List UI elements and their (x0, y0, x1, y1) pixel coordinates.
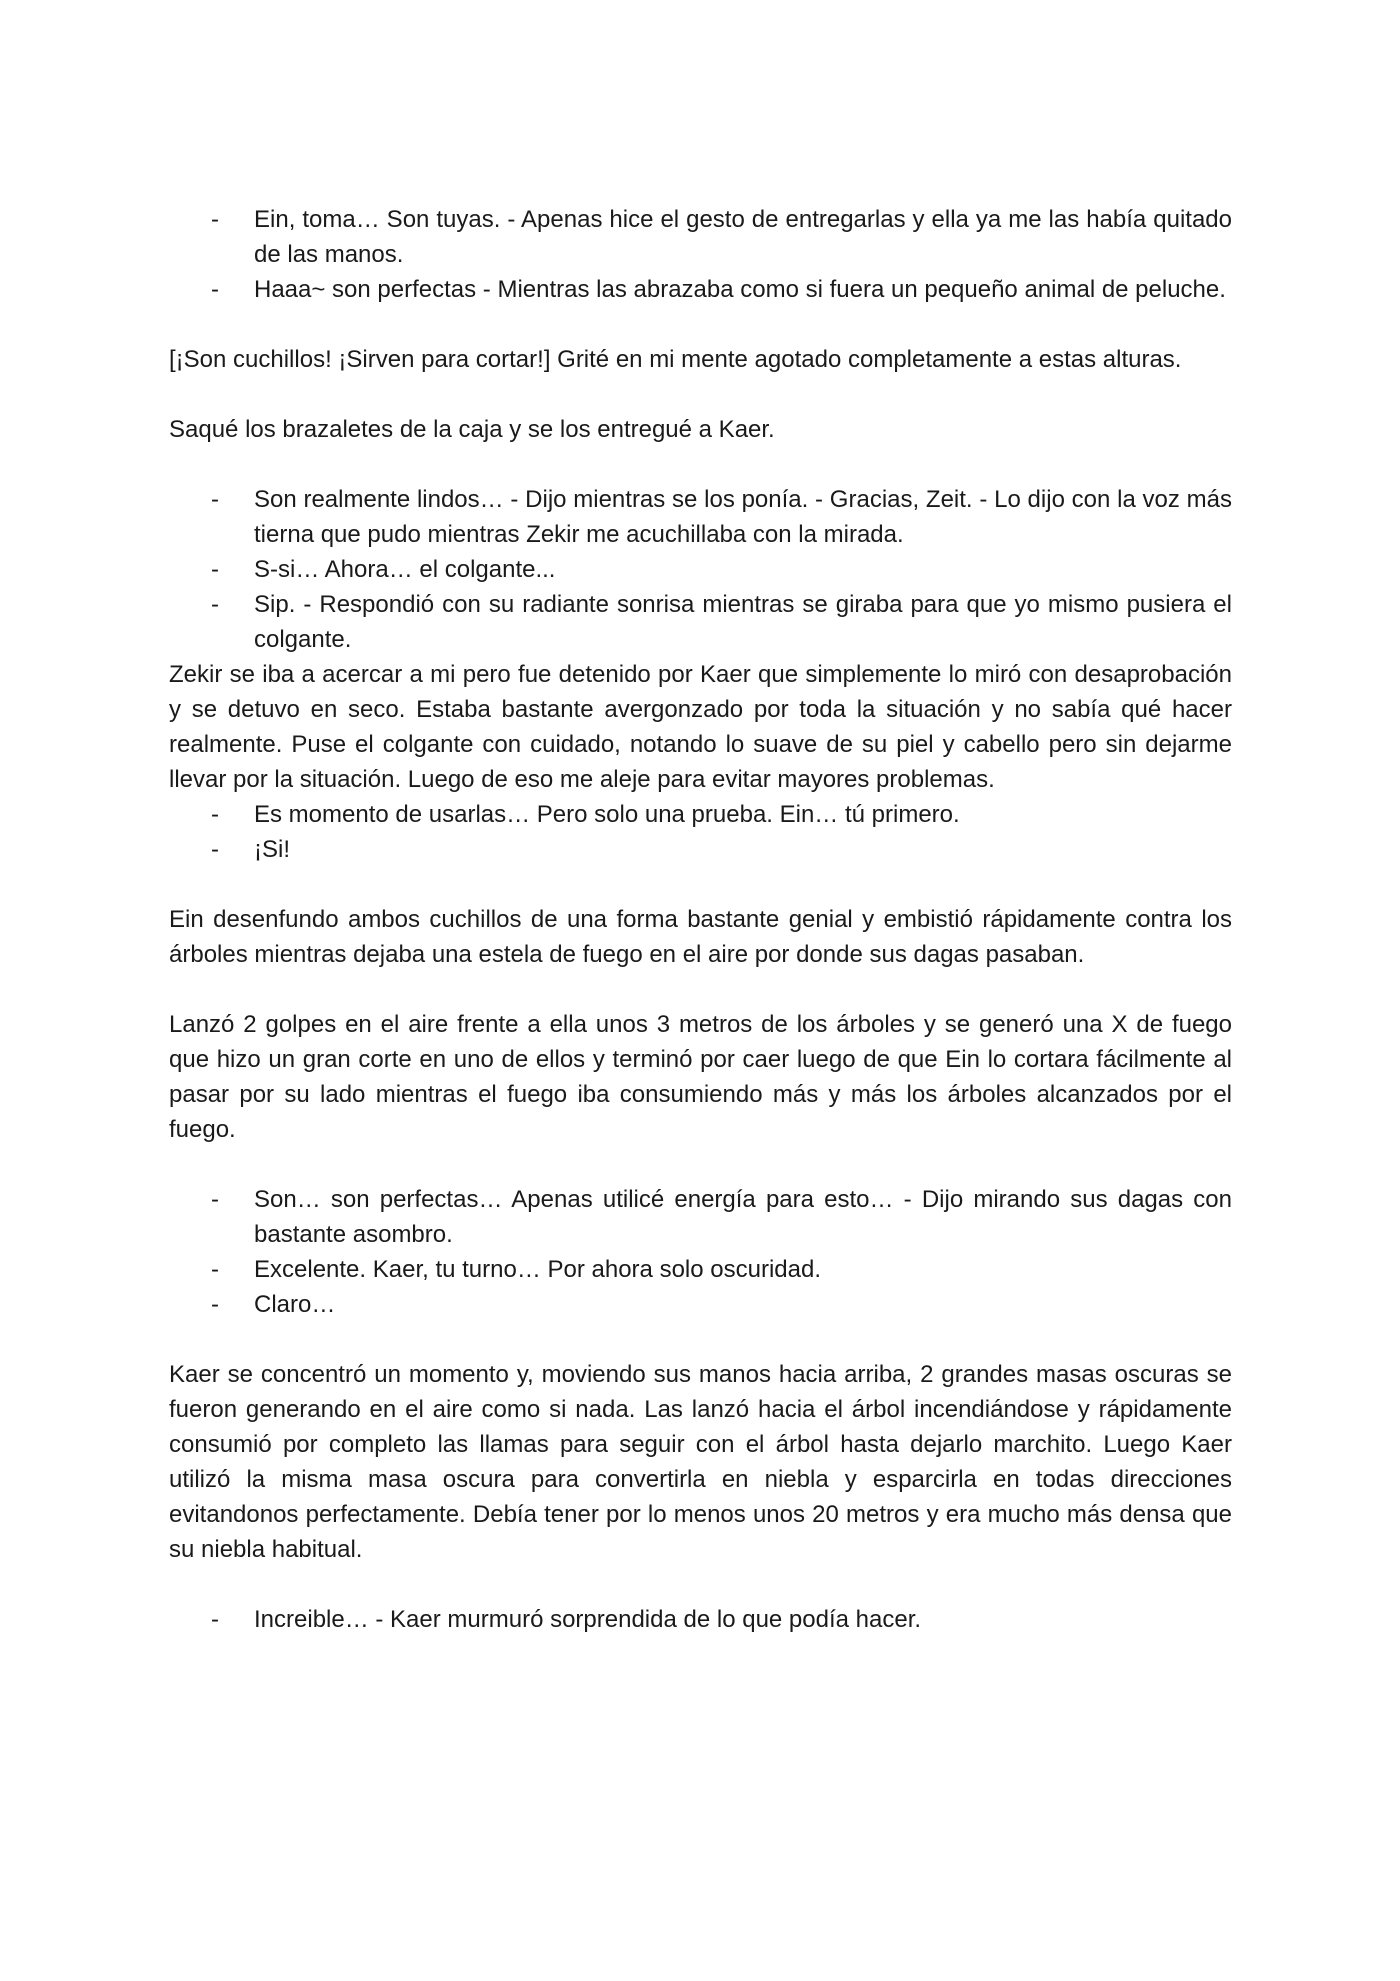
dialogue-text: Son realmente lindos… - Dijo mientras se los ponía. - Gracias, Zeit. - Lo dijo con la voz más tierna que pudo mientras Zekir me acuchillaba con la mirada. (254, 486, 1232, 548)
narrative-paragraph: Kaer se concentró un momento y, moviendo sus manos hacia arriba, 2 grandes masas oscuras se fueron generando en el aire como si nada. Las lanzó hacia el árbol incendiándose y rápidamente consumió por completo las llamas para seguir con el árbol hasta dejarlo marchito. Luego Kaer utilizó la misma masa oscura para convertirla en niebla y esparcirla en todas direcciones evitandonos perfectamente. Debía tener por lo menos unos 20 metros y era mucho más densa que su niebla habitual. (169, 1361, 1232, 1563)
paragraph-gap (169, 1147, 1232, 1182)
dialogue-dash: - (211, 1291, 219, 1318)
dialogue-text: S-si… Ahora… el colgante... (254, 556, 556, 583)
dialogue-text: ¡Si! (254, 836, 290, 863)
paragraph-gap (169, 1322, 1232, 1357)
dialogue-text: Excelente. Kaer, tu turno… Por ahora solo oscuridad. (254, 1256, 821, 1283)
dialogue-line (169, 1287, 1232, 1322)
narrative-paragraph: [¡Son cuchillos! ¡Sirven para cortar!] Grité en mi mente agotado completamente a estas alturas. (169, 346, 1182, 373)
dialogue-text: Ein, toma… Son tuyas. - Apenas hice el gesto de entregarlas y ella ya me las había quitado de las manos. (254, 206, 1232, 268)
dialogue-text: Sip. - Respondió con su radiante sonrisa mientras se giraba para que yo mismo pusiera el colgante. (254, 591, 1232, 653)
narrative-paragraph: Ein desenfundo ambos cuchillos de una forma bastante genial y embistió rápidamente contra los árboles mientras dejaba una estela de fuego en el aire por donde sus dagas pasaban. (169, 906, 1232, 968)
dialogue-text: Son… son perfectas… Apenas utilicé energía para esto… - Dijo mirando sus dagas con bastante asombro. (254, 1186, 1232, 1248)
dialogue-line (169, 797, 1232, 832)
dialogue-line (169, 552, 1232, 587)
dialogue-line (169, 482, 1232, 552)
dialogue-text: Claro… (254, 1291, 336, 1318)
dialogue-dash: - (211, 836, 219, 863)
narrative-paragraph: Saqué los brazaletes de la caja y se los entregué a Kaer. (169, 416, 775, 443)
paragraph-gap (169, 867, 1232, 902)
document-body (169, 202, 1232, 1637)
dialogue-text: Increible… - Kaer murmuró sorprendida de lo que podía hacer. (254, 1606, 922, 1633)
narrative-paragraph: Lanzó 2 golpes en el aire frente a ella unos 3 metros de los árboles y se generó una X de fuego que hizo un gran corte en uno de ellos y terminó por caer luego de que Ein lo cortara fácilmente al pasar por su lado mientras el fuego iba consumiendo más y más los árboles alcanzados por el fuego. (169, 1011, 1232, 1143)
dialogue-line (169, 1182, 1232, 1252)
dialogue-dash: - (211, 1256, 219, 1283)
dialogue-line (169, 1602, 1232, 1637)
dialogue-dash: - (211, 591, 219, 618)
dialogue-line (169, 202, 1232, 272)
dialogue-line (169, 272, 1232, 307)
paragraph-gap (169, 972, 1232, 1007)
dialogue-dash: - (211, 1186, 219, 1213)
paragraph-gap (169, 447, 1232, 482)
dialogue-line (169, 1252, 1232, 1287)
dialogue-dash: - (211, 206, 219, 233)
dialogue-dash: - (211, 276, 219, 303)
dialogue-line (169, 587, 1232, 657)
dialogue-text: Haaa~ son perfectas - Mientras las abrazaba como si fuera un pequeño animal de peluche. (254, 276, 1226, 303)
dialogue-dash: - (211, 1606, 219, 1633)
dialogue-line (169, 832, 1232, 867)
paragraph-gap (169, 307, 1232, 342)
paragraph-gap (169, 377, 1232, 412)
dialogue-text: Es momento de usarlas… Pero solo una prueba. Ein… tú primero. (254, 801, 960, 828)
dialogue-dash: - (211, 556, 219, 583)
narrative-paragraph: Zekir se iba a acercar a mi pero fue detenido por Kaer que simplemente lo miró con desaprobación y se detuvo en seco. Estaba bastante avergonzado por toda la situación y no sabía qué hacer realmente. Puse el colgante con cuidado, notando lo suave de su piel y cabello pero sin dejarme llevar por la situación. Luego de eso me aleje para evitar mayores problemas. (169, 661, 1232, 793)
dialogue-dash: - (211, 801, 219, 828)
paragraph-gap (169, 1567, 1232, 1602)
dialogue-dash: - (211, 486, 219, 513)
